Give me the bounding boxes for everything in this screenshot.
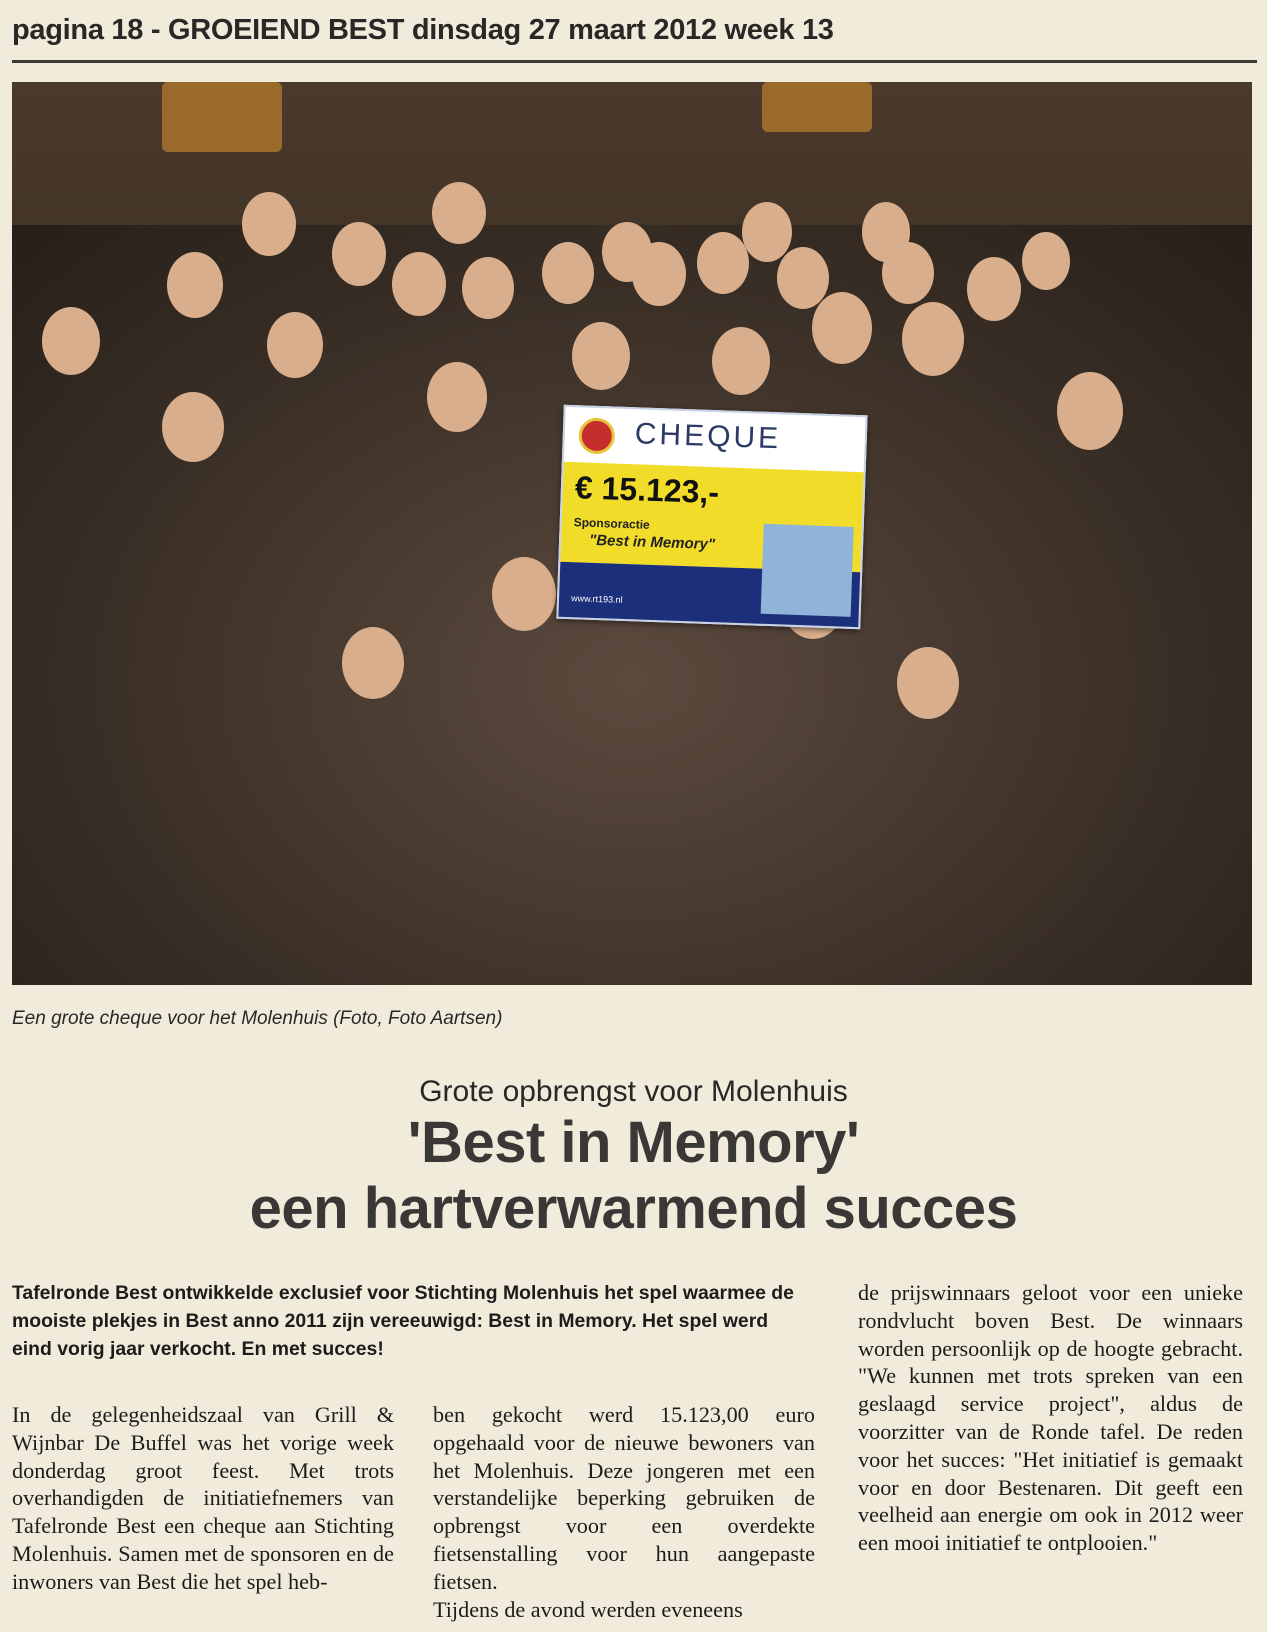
- page-header: [12, 14, 1257, 63]
- person: [902, 302, 964, 376]
- person: [167, 252, 223, 318]
- person: [777, 247, 829, 309]
- paragraph: In de gelegenheidszaal van Grill & Wijnbar De Buffel was het vorige week donderdag groot feest. Met trots overhandigden de initiatiefnemers van Tafelronde Best een cheque aan Stichting Molenhuis. Samen met de sponsoren en de inwoners van Best die het spel heb-: [12, 1402, 394, 1594]
- person: [812, 292, 872, 364]
- photo-caption: Een grote cheque voor het Molenhuis (Foto, Foto Aartsen): [12, 1008, 503, 1029]
- lamp-right: [762, 82, 872, 132]
- person: [342, 627, 404, 699]
- person: [492, 557, 556, 631]
- person: [1057, 372, 1123, 450]
- cheque-url: www.rt193.nl: [570, 593, 623, 605]
- person: [1022, 232, 1070, 290]
- person: [462, 257, 514, 319]
- person: [267, 312, 323, 378]
- article-column-2: [433, 1401, 815, 1623]
- article-headline: [0, 1110, 1267, 1242]
- person: [42, 307, 100, 375]
- paragraph: ben gekocht werd 15.123,00 euro opgehaald voor de nieuwe bewoners van het Molenhuis. Deze jongeren met een verstandelijke beperking gebruiken de opbrengst voor een overdekte fietsenstalling voor hun aangepaste fietsen.: [433, 1402, 815, 1594]
- cheque-board: [556, 405, 867, 629]
- lamp-left: [162, 82, 282, 152]
- person: [242, 192, 296, 256]
- cheque-amount: € 15.123,-: [574, 469, 720, 511]
- person: [427, 362, 487, 432]
- person: [432, 182, 486, 244]
- person: [542, 242, 594, 304]
- person: [572, 322, 630, 390]
- group-photo: [12, 82, 1252, 985]
- headline-line-2: een hartverwarmend succes: [249, 1176, 1018, 1241]
- person: [697, 232, 749, 294]
- article-lead: Tafelronde Best ontwikkelde exclusief voor Stichting Molenhuis het spel waarmee de mooiste plekjes in Best anno 2011 zijn vereeuwigd: Best in Memory. Het spel werd eind vorig jaar verkocht. En met succes!: [12, 1282, 794, 1360]
- person: [712, 327, 770, 395]
- page-header-text: pagina 18 - GROEIEND BEST dinsdag 27 maart 2012 week 13: [12, 14, 834, 46]
- person: [392, 252, 446, 316]
- cheque-title: CHEQUE: [634, 417, 782, 456]
- person: [162, 392, 224, 462]
- paragraph: Tijdens de avond werden eveneens: [433, 1596, 743, 1622]
- article-column-3: [858, 1279, 1243, 1557]
- article-kicker: Grote opbrengst voor Molenhuis: [419, 1075, 848, 1108]
- cheque-image: [761, 524, 854, 617]
- article-column-1: [12, 1401, 394, 1596]
- person: [897, 647, 959, 719]
- cheque-project: "Best in Memory": [588, 531, 716, 554]
- headline-line-1: 'Best in Memory': [407, 1110, 860, 1175]
- person: [967, 257, 1021, 321]
- person: [632, 242, 686, 306]
- club-logo-icon: [578, 417, 615, 454]
- person: [882, 242, 934, 304]
- person: [742, 202, 792, 262]
- paragraph: de prijswinnaars geloot voor een unieke rondvlucht boven Best. De winnaars worden persoonlijk op de hoogte gebracht. "We kunnen met trots spreken van een geslaagd service project", aldus de voorzitter van de Ronde tafel. De reden voor het succes: "Het initiatief is gemaakt voor en door Bestenaren. Dit geeft een veelheid aan energie om ook in 2012 weer een mooi initiatief te ontplooien.": [858, 1280, 1243, 1556]
- person: [332, 222, 386, 286]
- cheque-label: Sponsoractie: [573, 515, 650, 532]
